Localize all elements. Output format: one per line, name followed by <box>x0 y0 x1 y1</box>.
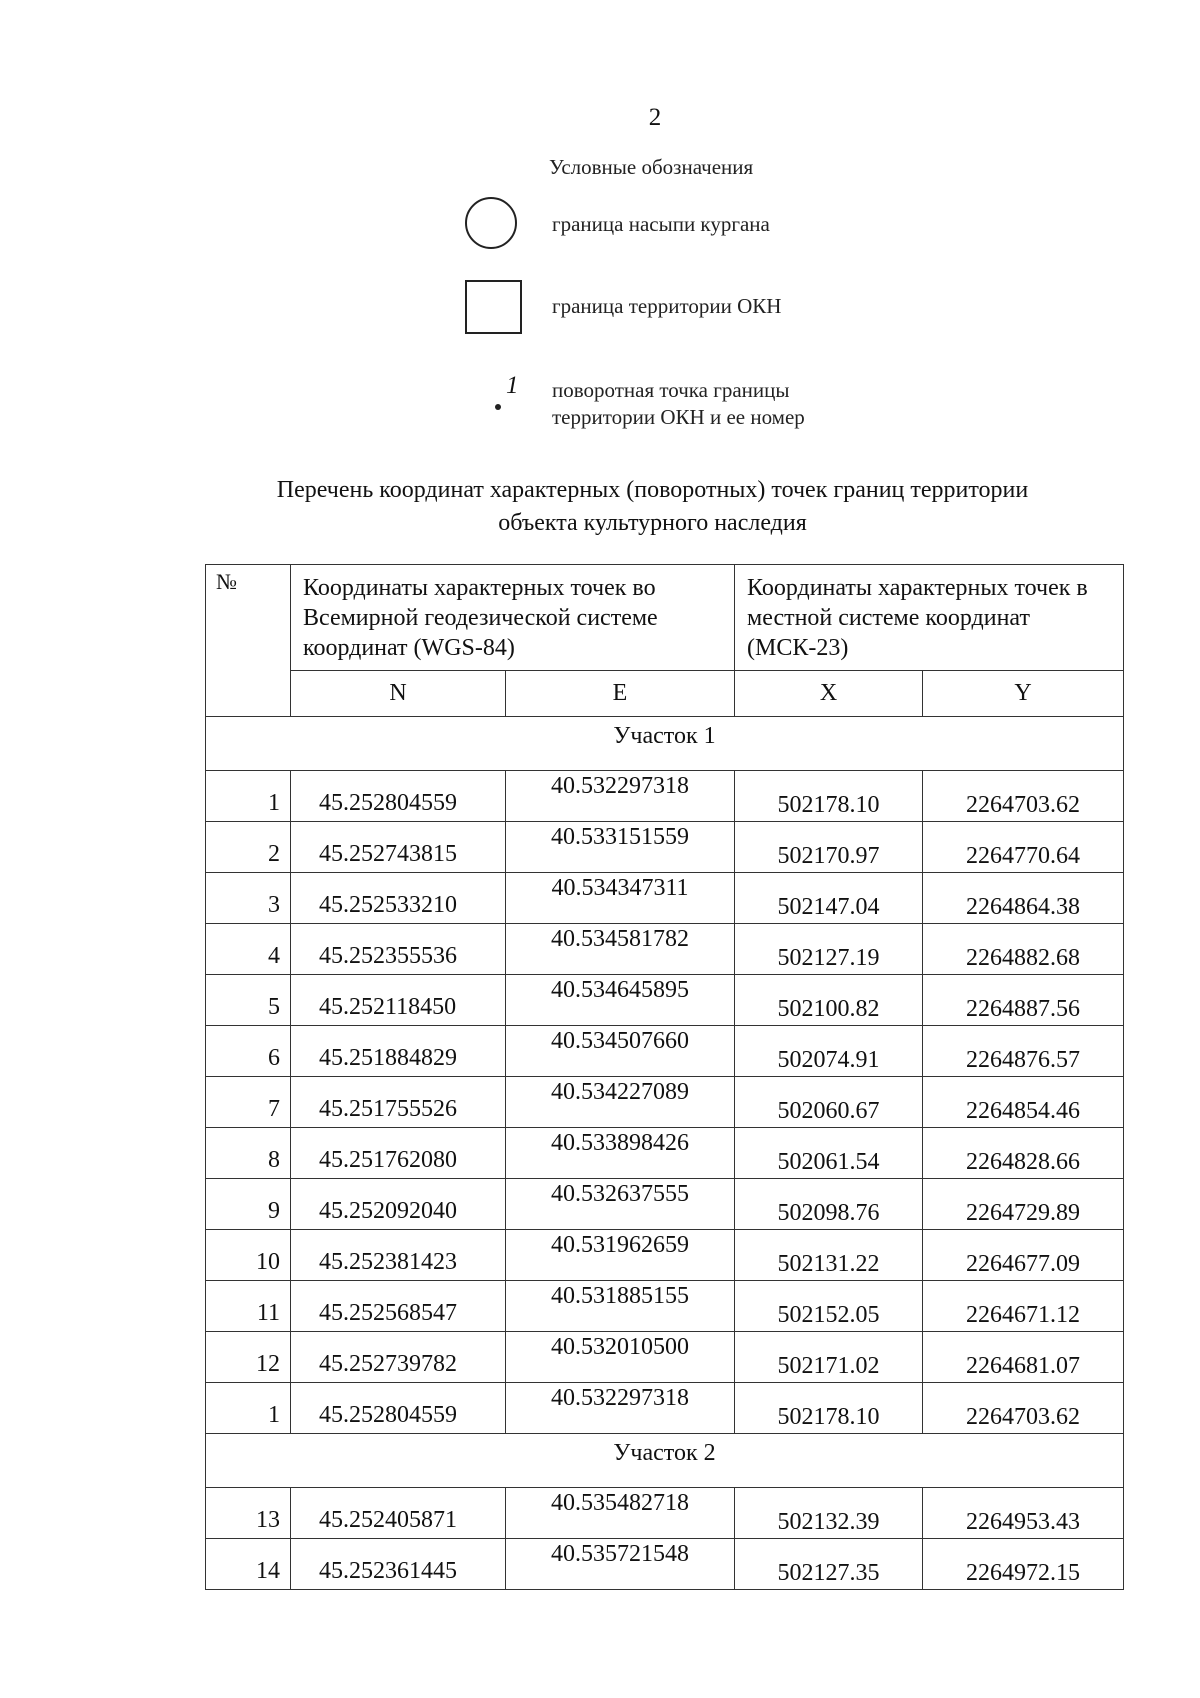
msk-x-cell: 502178.10 <box>735 771 923 822</box>
msk-x-cell: 502132.39 <box>735 1488 923 1539</box>
msk-y-cell: 2264770.64 <box>923 822 1124 873</box>
msk-y-cell: 2264729.89 <box>923 1179 1124 1230</box>
section-row <box>206 1434 1124 1488</box>
point-number-cell: 12 <box>206 1332 291 1383</box>
longitude-cell: 40.532297318 <box>506 1383 735 1434</box>
point-number-cell: 4 <box>206 924 291 975</box>
longitude-cell: 40.534347311 <box>506 873 735 924</box>
table-subheader-row <box>206 671 1124 717</box>
mound-boundary-circle-icon <box>465 197 517 249</box>
header-x: X <box>735 671 923 717</box>
point-number-cell: 7 <box>206 1077 291 1128</box>
table-row <box>206 873 1124 924</box>
point-number-cell: 11 <box>206 1281 291 1332</box>
longitude-cell: 40.535721548 <box>506 1539 735 1590</box>
longitude-cell: 40.532297318 <box>506 771 735 822</box>
table-row <box>206 1077 1124 1128</box>
msk-x-cell: 502170.97 <box>735 822 923 873</box>
legend-title: Условные обозначения <box>549 155 754 179</box>
legend-territory-label: граница территории ОКН <box>552 294 782 318</box>
latitude-cell: 45.252804559 <box>291 771 506 822</box>
header-number: № <box>206 565 291 717</box>
msk-x-cell: 502178.10 <box>735 1383 923 1434</box>
latitude-cell: 45.251884829 <box>291 1026 506 1077</box>
table-row <box>206 1383 1124 1434</box>
msk-x-cell: 502098.76 <box>735 1179 923 1230</box>
msk-y-cell: 2264953.43 <box>923 1488 1124 1539</box>
turning-point-number: 1 <box>506 372 519 399</box>
point-number-cell: 3 <box>206 873 291 924</box>
longitude-cell: 40.534581782 <box>506 924 735 975</box>
msk-y-cell: 2264703.62 <box>923 771 1124 822</box>
longitude-cell: 40.533151559 <box>506 822 735 873</box>
longitude-cell: 40.531885155 <box>506 1281 735 1332</box>
msk-y-cell: 2264972.15 <box>923 1539 1124 1590</box>
section-title: Участок 2 <box>206 1434 1124 1488</box>
document-title-line1: Перечень координат характерных (поворотных) точек границ территории <box>276 477 1029 503</box>
msk-y-cell: 2264681.07 <box>923 1332 1124 1383</box>
territory-boundary-square-icon <box>465 280 522 334</box>
legend-point-label-line1: поворотная точка границы <box>552 378 790 402</box>
longitude-cell: 40.535482718 <box>506 1488 735 1539</box>
msk-y-cell: 2264887.56 <box>923 975 1124 1026</box>
point-number-cell: 13 <box>206 1488 291 1539</box>
table-row <box>206 924 1124 975</box>
legend-point-label-line2: территории ОКН и ее номер <box>552 405 805 429</box>
point-number-cell: 6 <box>206 1026 291 1077</box>
latitude-cell: 45.252739782 <box>291 1332 506 1383</box>
msk-y-cell: 2264703.62 <box>923 1383 1124 1434</box>
msk-x-cell: 502171.02 <box>735 1332 923 1383</box>
longitude-cell: 40.531962659 <box>506 1230 735 1281</box>
longitude-cell: 40.533898426 <box>506 1128 735 1179</box>
latitude-cell: 45.252533210 <box>291 873 506 924</box>
document-title <box>195 474 1110 540</box>
table-row <box>206 1539 1124 1590</box>
msk-x-cell: 502061.54 <box>735 1128 923 1179</box>
table-row <box>206 822 1124 873</box>
latitude-cell: 45.252405871 <box>291 1488 506 1539</box>
section-title: Участок 1 <box>206 717 1124 771</box>
header-n: N <box>291 671 506 717</box>
msk-x-cell: 502060.67 <box>735 1077 923 1128</box>
msk-x-cell: 502127.19 <box>735 924 923 975</box>
msk-x-cell: 502131.22 <box>735 1230 923 1281</box>
longitude-cell: 40.532637555 <box>506 1179 735 1230</box>
point-number-cell: 2 <box>206 822 291 873</box>
header-y: Y <box>923 671 1124 717</box>
point-number-cell: 8 <box>206 1128 291 1179</box>
latitude-cell: 45.252381423 <box>291 1230 506 1281</box>
point-number-cell: 1 <box>206 771 291 822</box>
table-row <box>206 771 1124 822</box>
msk-x-cell: 502147.04 <box>735 873 923 924</box>
table-row <box>206 1332 1124 1383</box>
table-row <box>206 1230 1124 1281</box>
msk-x-cell: 502074.91 <box>735 1026 923 1077</box>
legend-mound-label: граница насыпи кургана <box>552 212 770 236</box>
point-number-cell: 10 <box>206 1230 291 1281</box>
table-row <box>206 1281 1124 1332</box>
msk-y-cell: 2264854.46 <box>923 1077 1124 1128</box>
coordinates-table <box>205 564 1124 1590</box>
page-number: 2 <box>648 104 662 131</box>
latitude-cell: 45.252361445 <box>291 1539 506 1590</box>
msk-y-cell: 2264864.38 <box>923 873 1124 924</box>
msk-x-cell: 502127.35 <box>735 1539 923 1590</box>
longitude-cell: 40.532010500 <box>506 1332 735 1383</box>
table-header-row <box>206 565 1124 671</box>
turning-point-icon <box>492 374 552 424</box>
msk-y-cell: 2264876.57 <box>923 1026 1124 1077</box>
table-row <box>206 1026 1124 1077</box>
latitude-cell: 45.252118450 <box>291 975 506 1026</box>
longitude-cell: 40.534227089 <box>506 1077 735 1128</box>
longitude-cell: 40.534507660 <box>506 1026 735 1077</box>
latitude-cell: 45.252743815 <box>291 822 506 873</box>
msk-y-cell: 2264882.68 <box>923 924 1124 975</box>
header-msk23: Координаты характерных точек в местной системе координат (МСК-23) <box>735 565 1124 671</box>
header-wgs84: Координаты характерных точек во Всемирной геодезической системе координат (WGS-84) <box>291 565 735 671</box>
msk-y-cell: 2264671.12 <box>923 1281 1124 1332</box>
table-row <box>206 1179 1124 1230</box>
point-number-cell: 1 <box>206 1383 291 1434</box>
msk-x-cell: 502100.82 <box>735 975 923 1026</box>
point-number-cell: 14 <box>206 1539 291 1590</box>
table-row <box>206 975 1124 1026</box>
table-row <box>206 1488 1124 1539</box>
latitude-cell: 45.251755526 <box>291 1077 506 1128</box>
msk-x-cell: 502152.05 <box>735 1281 923 1332</box>
latitude-cell: 45.252092040 <box>291 1179 506 1230</box>
point-number-cell: 5 <box>206 975 291 1026</box>
latitude-cell: 45.251762080 <box>291 1128 506 1179</box>
turning-point-dot <box>495 404 501 410</box>
latitude-cell: 45.252568547 <box>291 1281 506 1332</box>
document-title-line2: объекта культурного наследия <box>498 510 807 536</box>
latitude-cell: 45.252804559 <box>291 1383 506 1434</box>
table-row <box>206 1128 1124 1179</box>
header-e: E <box>506 671 735 717</box>
longitude-cell: 40.534645895 <box>506 975 735 1026</box>
msk-y-cell: 2264677.09 <box>923 1230 1124 1281</box>
section-row <box>206 717 1124 771</box>
latitude-cell: 45.252355536 <box>291 924 506 975</box>
point-number-cell: 9 <box>206 1179 291 1230</box>
msk-y-cell: 2264828.66 <box>923 1128 1124 1179</box>
